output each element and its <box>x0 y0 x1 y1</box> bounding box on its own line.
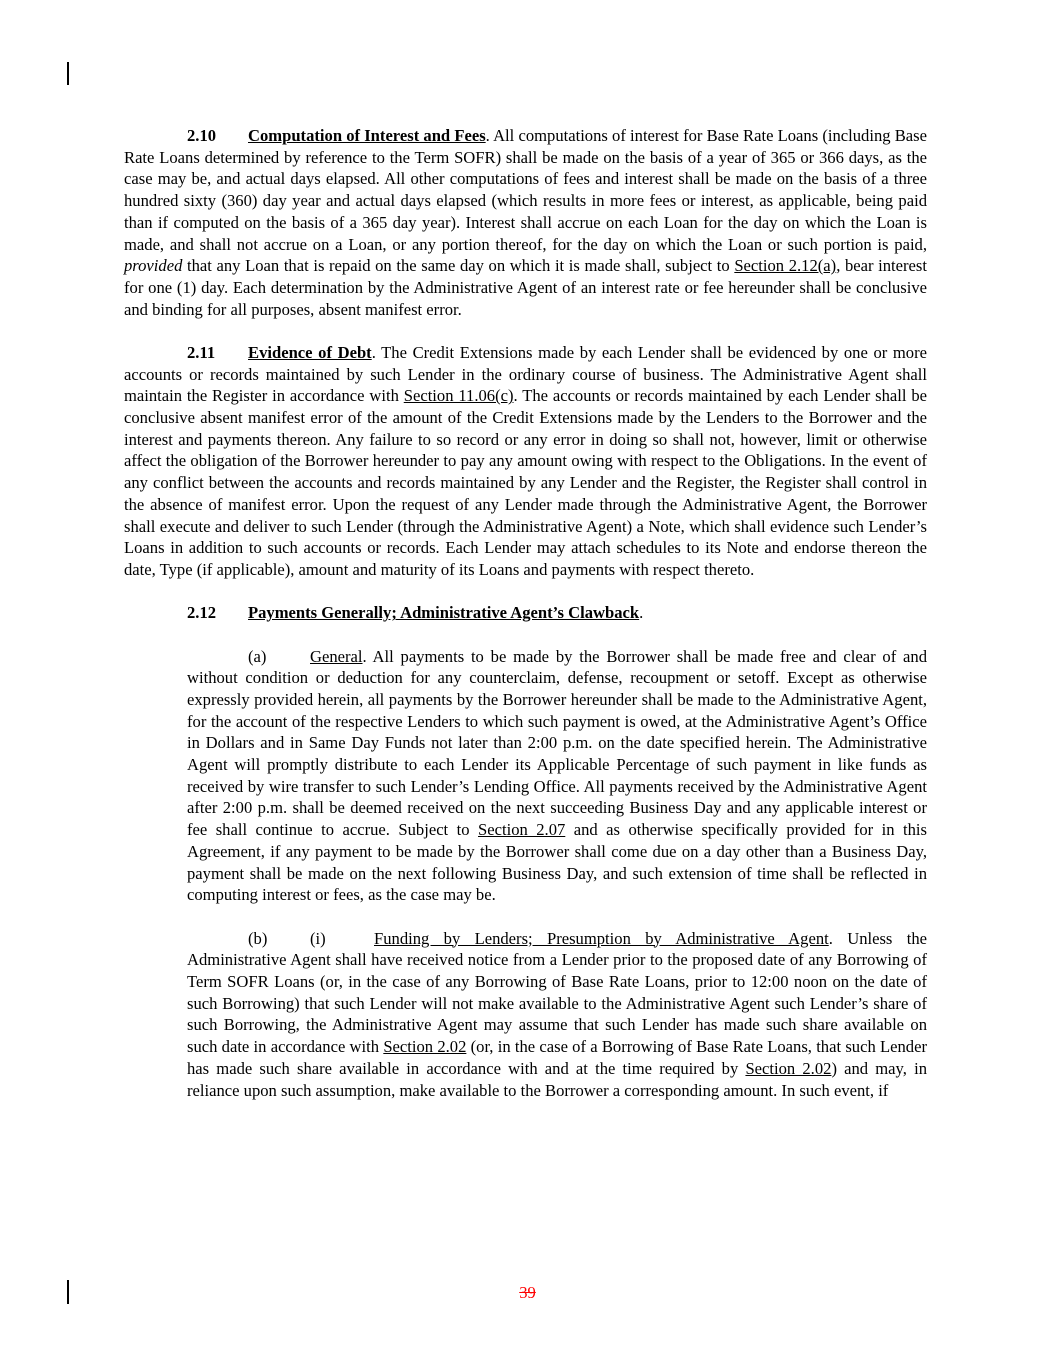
section-2-11 <box>124 342 927 581</box>
section-text: . The accounts or records maintained by each Lender shall be conclusive absent manifest error of the amount of the Credit Extensions made by the Lenders to the Borrower and the interest and payments thereon. Any failure to so record or any error in doing so shall not, however, limit or otherwise affect the obligation of the Borrower hereunder to pay any amount owing with respect to the Obligations. In the event of any conflict between the accounts and records maintained by any Lender and the Register, the Register shall control in the absence of manifest error. Upon the request of any Lender made through the Administrative Agent, the Borrower shall execute and deliver to such Lender (through the Administrative Agent) a Note, which shall evidence such Lender’s Loans in addition to such accounts or records. Each Lender may attach schedules to its Note and endorse thereon the date, Type (if applicable), amount and maturity of its Loans and payments with respect thereto. <box>124 386 928 579</box>
subsection-label: (a) <box>248 646 267 666</box>
section-text: . All computations of interest for Base Rate Loans (including Base Rate Loans determined by reference to the Term SOFR) shall be made on the basis of a year of 365 or 366 days, as the case may be, and actual days elapsed. All other computations of fees and interest shall be made on the basis of a three hundred sixty (360) day year and actual days elapsed (which results in more fees or interest, as applicable, being paid than if computed on the basis of a 365 day year). Interest shall accrue on each Loan for the day on which the Loan is made, and shall not accrue on a Loan, or any portion thereof, for the day on which the Loan or such portion is paid, <box>124 126 927 254</box>
subsection-text: ) and may, in reliance upon such assumption, make available to the Borrower a corresponding amount. In such event, if <box>187 1058 927 1100</box>
section-number: 2.10 <box>187 126 217 145</box>
subsection-2-12-a <box>187 646 927 906</box>
section-number: 2.11 <box>187 342 216 362</box>
section-2-12-heading <box>187 602 927 624</box>
section-2-10 <box>124 125 927 320</box>
section-reference: Section 2.12(a) <box>734 256 837 276</box>
section-reference: Section 2.02 <box>383 1037 467 1057</box>
italic-term: provided <box>124 256 183 276</box>
section-text: . The Credit Extensions made by each Lender shall be evidenced by one or more accounts or records maintained by such Lender in the ordinary course of business. The Administrative Agent shall maintain the Register in accordance with <box>124 342 927 406</box>
subsection-sublabel: (i) <box>310 928 326 948</box>
section-title: Computation of Interest and Fees <box>248 126 486 145</box>
section-title-end: . <box>639 603 644 623</box>
section-text: that any Loan that is repaid on the same day on which it is made shall, subject to <box>182 256 735 276</box>
section-reference: Section 2.02 <box>745 1058 832 1078</box>
subsection-text: and as otherwise specifically provided for in this Agreement, if any payment to be made by the Borrower shall come due on a day other than a Business Day, payment shall be made on the next following Business Day, and such extension of time shall be reflected in computing interest or fees, as the case may be. <box>187 820 927 905</box>
page-number: 39 <box>519 1283 536 1302</box>
section-title: Payments Generally; Administrative Agent’s Clawback <box>248 603 640 623</box>
subsection-title: General <box>310 646 363 666</box>
section-text: , bear interest for one (1) day. Each determination by the Administrative Agent of an interest rate or fee hereunder shall be conclusive and binding for all purposes, absent manifest error. <box>124 256 927 319</box>
section-title: Evidence of Debt <box>248 342 372 362</box>
subsection-text: . Unless the Administrative Agent shall have received notice from a Lender prior to the proposed date of any Borrowing of Term SOFR Loans (or, in the case of any Borrowing of Base Rate Loans, prior to 12:00 noon on the date of such Borrowing) that such Lender will not make available to the Administrative Agent such Lender’s share of such Borrowing, the Administrative Agent may assume that such Lender has made such share available on such date in accordance with <box>187 928 927 1057</box>
subsection-2-12-b-i <box>187 928 927 1102</box>
subsection-text: . All payments to be made by the Borrower shall be made free and clear of and without condition or deduction for any counterclaim, defense, recoupment or setoff. Except as otherwise expressly provided herein, all payments by the Borrower hereunder shall be made to the Administrative Agent, for the account of the respective Lenders to which such payment is owed, at the Administrative Agent’s Office in Dollars and in Same Day Funds not later than 2:00 p.m. on the date specified herein. The Administrative Agent will promptly distribute to each Lender its Applicable Percentage of such payment in like funds as received by wire transfer to such Lender’s Lending Office. All payments received by the Administrative Agent after 2:00 p.m. shall be deemed received on the next succeeding Business Day and any applicable interest or fee shall continue to accrue. Subject to <box>187 646 927 840</box>
subsection-title: Funding by Lenders; Presumption by Administrative Agent <box>374 928 829 948</box>
document-page <box>124 125 927 1123</box>
subsection-text: (or, in the case of a Borrowing of Base Rate Loans, that such Lender has made such share available in accordance with and at the time required by <box>187 1037 927 1078</box>
section-number: 2.12 <box>187 603 217 623</box>
change-bar-top <box>67 62 69 85</box>
section-reference: Section 11.06(c) <box>403 386 514 406</box>
section-reference: Section 2.07 <box>478 820 566 840</box>
subsection-label: (b) <box>248 928 268 948</box>
